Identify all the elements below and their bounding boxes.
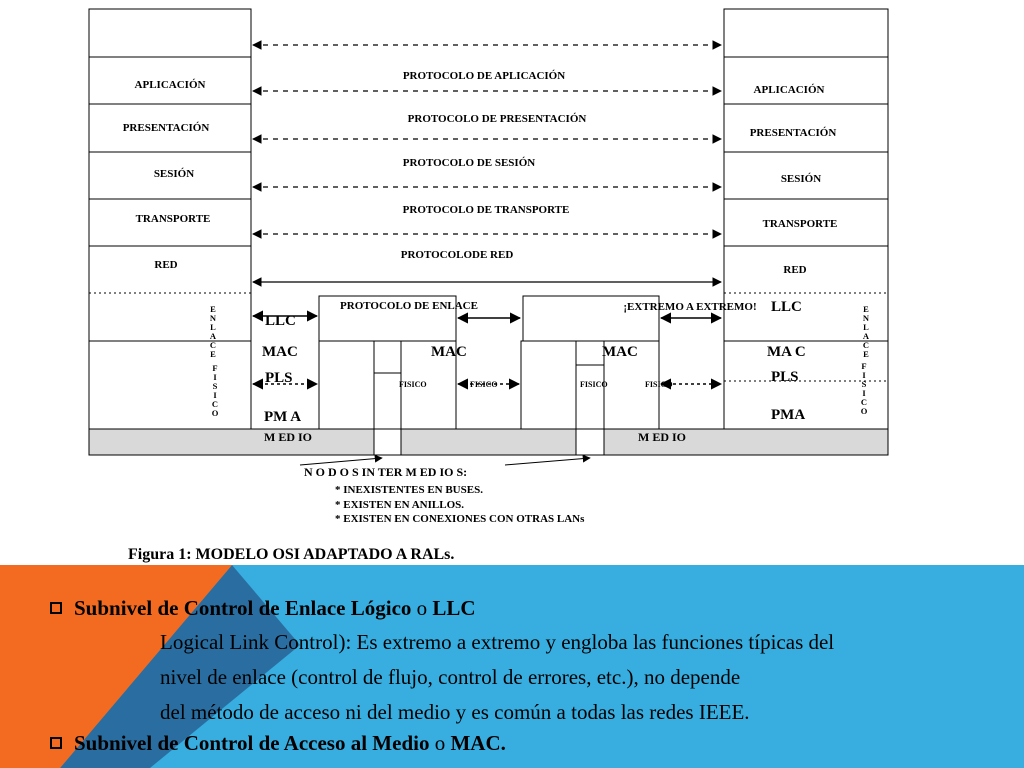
protocol-red: PROTOCOLODE RED (400, 249, 514, 261)
svg-text:FISICO: F I S I C O (211, 363, 219, 418)
left-vertical-labels (210, 304, 219, 418)
llc-connector: o (411, 596, 433, 620)
mac-bold-2: MAC. (450, 731, 506, 755)
left-layer-transporte: TRANSPORTE (135, 213, 211, 225)
left-layer-sesion: SESIÓN (153, 168, 195, 180)
mac-bold-1: Subnivel de Control de Acceso al Medio (74, 731, 430, 755)
protocol-enlace: PROTOCOLO DE ENLACE (340, 300, 478, 312)
checkbox-bullet-icon (50, 602, 62, 614)
left-llc: LLC (265, 313, 296, 329)
medium-strip (89, 429, 888, 455)
nodes-item-2: * EXISTEN EN ANILLOS. (335, 499, 464, 511)
fisico-3: FISICO (580, 380, 608, 389)
svg-text:FISICO: F I S I C O (860, 361, 868, 416)
right-layer-sesion: SESIÓN (780, 173, 822, 185)
protocol-sesion: PROTOCOLO DE SESIÓN (402, 157, 536, 169)
nodes-title: N O D O S IN TER M ED IO S: (304, 465, 468, 479)
nodes-item-3: * EXISTEN EN CONEXIONES CON OTRAS LANs (335, 513, 585, 525)
llc-bold-2: LLC (432, 596, 476, 620)
nodes-item-1: * INEXISTENTES EN BUSES. (335, 484, 483, 496)
svg-text:ENLACE: E N L A C E (209, 304, 217, 359)
llc-bold-1: Subnivel de Control de Enlace Lógico (74, 596, 412, 620)
protocol-aplicacion: PROTOCOLO DE APLICACIÓN (402, 70, 566, 82)
left-layer-red: RED (154, 259, 178, 271)
left-layer-presentacion: PRESENTACIÓN (122, 122, 210, 134)
bullet-llc-heading (50, 598, 476, 619)
figure-caption: Figura 1: MODELO OSI ADAPTADO A RALs. (128, 546, 455, 563)
right-llc: LLC (771, 299, 802, 315)
protocol-transporte: PROTOCOLO DE TRANSPORTE (402, 204, 570, 216)
protocol-presentacion: PROTOCOLO DE PRESENTACIÓN (407, 113, 587, 125)
left-layer-aplicacion: APLICACIÓN (134, 79, 206, 91)
svg-text:ENLACE: E N L A C E (862, 304, 870, 359)
bullet-mac-heading (50, 733, 506, 754)
left-medio: M ED IO (264, 430, 312, 444)
fisico-2: FISICO (470, 380, 498, 389)
mac-connector: o (429, 731, 451, 755)
right-layer-aplicacion: APLICACIÓN (753, 84, 825, 96)
right-layer-presentacion: PRESENTACIÓN (749, 127, 837, 139)
right-vertical-labels (861, 304, 870, 416)
extremo-label: ¡EXTREMO A EXTREMO! (623, 301, 757, 313)
right-medio: M ED IO (638, 430, 686, 444)
inner-mac-2: MAC (602, 344, 638, 360)
llc-line-2: nivel de enlace (control de flujo, control de errores, etc.), no depende (160, 665, 741, 689)
left-mac: MAC (262, 344, 298, 360)
right-pls: PLS (771, 369, 799, 385)
llc-line-3: del método de acceso ni del medio y es común a todas las redes IEEE. (160, 700, 750, 724)
right-pma: PMA (771, 407, 806, 423)
fisico-4: FISICO (645, 380, 673, 389)
right-layer-transporte: TRANSPORTE (762, 218, 838, 230)
bullet-panel (0, 565, 1024, 768)
right-layer-red: RED (783, 264, 807, 276)
llc-line-1: Logical Link Control): Es extremo a extremo y engloba las funciones típicas del (160, 630, 835, 654)
left-pma: PM A (264, 409, 302, 425)
left-pls: PLS (265, 370, 293, 386)
checkbox-bullet-icon (50, 737, 62, 749)
fisico-1: FISICO (399, 380, 427, 389)
right-mac: MA C (767, 344, 806, 360)
inner-mac-1: MAC (431, 344, 467, 360)
